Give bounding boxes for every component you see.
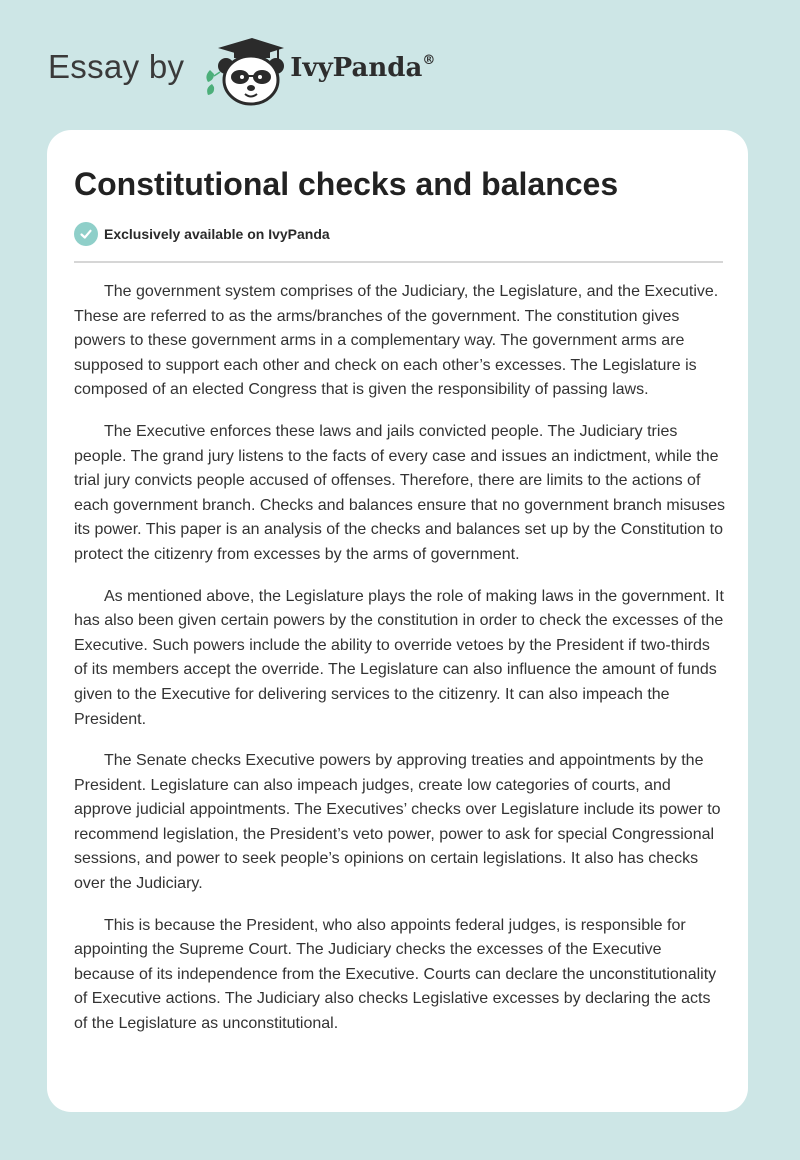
- paragraph: As mentioned above, the Legislature plays the role of making laws in the government. It has also been given certain powers by the constitution in order to check the excesses of the Executive. Such powers include the ability to override vetoes by the President if two-thirds of its members accept the override. The Legislature can also influence the amount of funds given to the Executive for delivering services to the citizenry. It can also impeach the President.: [74, 587, 724, 728]
- paragraph: The government system comprises of the Judiciary, the Legislature, and the Executive. These are referred to as the arms/branches of the government. The constitution gives powers to these government arms in a complementary way. The government arms are supposed to support each other and check on each other’s excesses. The Legislature is composed of an elected Congress that is given the responsibility of passing laws.: [74, 283, 719, 399]
- paragraph: The Senate checks Executive powers by approving treaties and appointments by the President. Legislature can also impeach judges, create low categories of courts, and approve judicial appointments. The Executives’ checks over Legislature include its power to recommend legislation, the President’s veto power, power to ask for special Congressional sessions, and power to seek people’s opinions on certain legislations. It also has checks over the Judiciary.: [74, 752, 721, 893]
- essay-by-label: Essay by: [48, 48, 185, 85]
- exclusive-badge-label: Exclusively available on IvyPanda: [104, 226, 330, 242]
- page-title: Constitutional checks and balances: [74, 166, 619, 202]
- paragraph: This is because the President, who also appoints federal judges, is responsible for appointing the Supreme Court. The Judiciary checks the excesses of the Executive because of its independence from the Executive. Courts can declare the unconstitutionality of Executive actions. The Judiciary also checks Legislative excesses by declaring the acts of the Legislature as unconstitutional.: [74, 916, 717, 1033]
- divider: [74, 261, 723, 263]
- trademark-symbol: ®: [422, 53, 436, 69]
- essay-card: [47, 130, 748, 1112]
- panda-graduate-logo-icon[interactable]: [200, 32, 286, 108]
- check-circle-icon: [74, 222, 98, 246]
- brand-name[interactable]: IvyPanda®: [290, 53, 436, 83]
- site-header: [48, 30, 435, 110]
- paragraph: The Executive enforces these laws and jails convicted people. The Judiciary tries people. The grand jury listens to the facts of every case and issues an indictment, while the trial jury convicts people accused of offenses. Therefore, there are limits to the actions of each government branch. Checks and balances ensure that no government branch misuses its power. This paper is an analysis of the checks and balances set up by the Constitution to protect the citizenry from excesses by the arms of government.: [74, 422, 726, 563]
- exclusive-badge: [74, 222, 330, 246]
- essay-body: [74, 280, 726, 1054]
